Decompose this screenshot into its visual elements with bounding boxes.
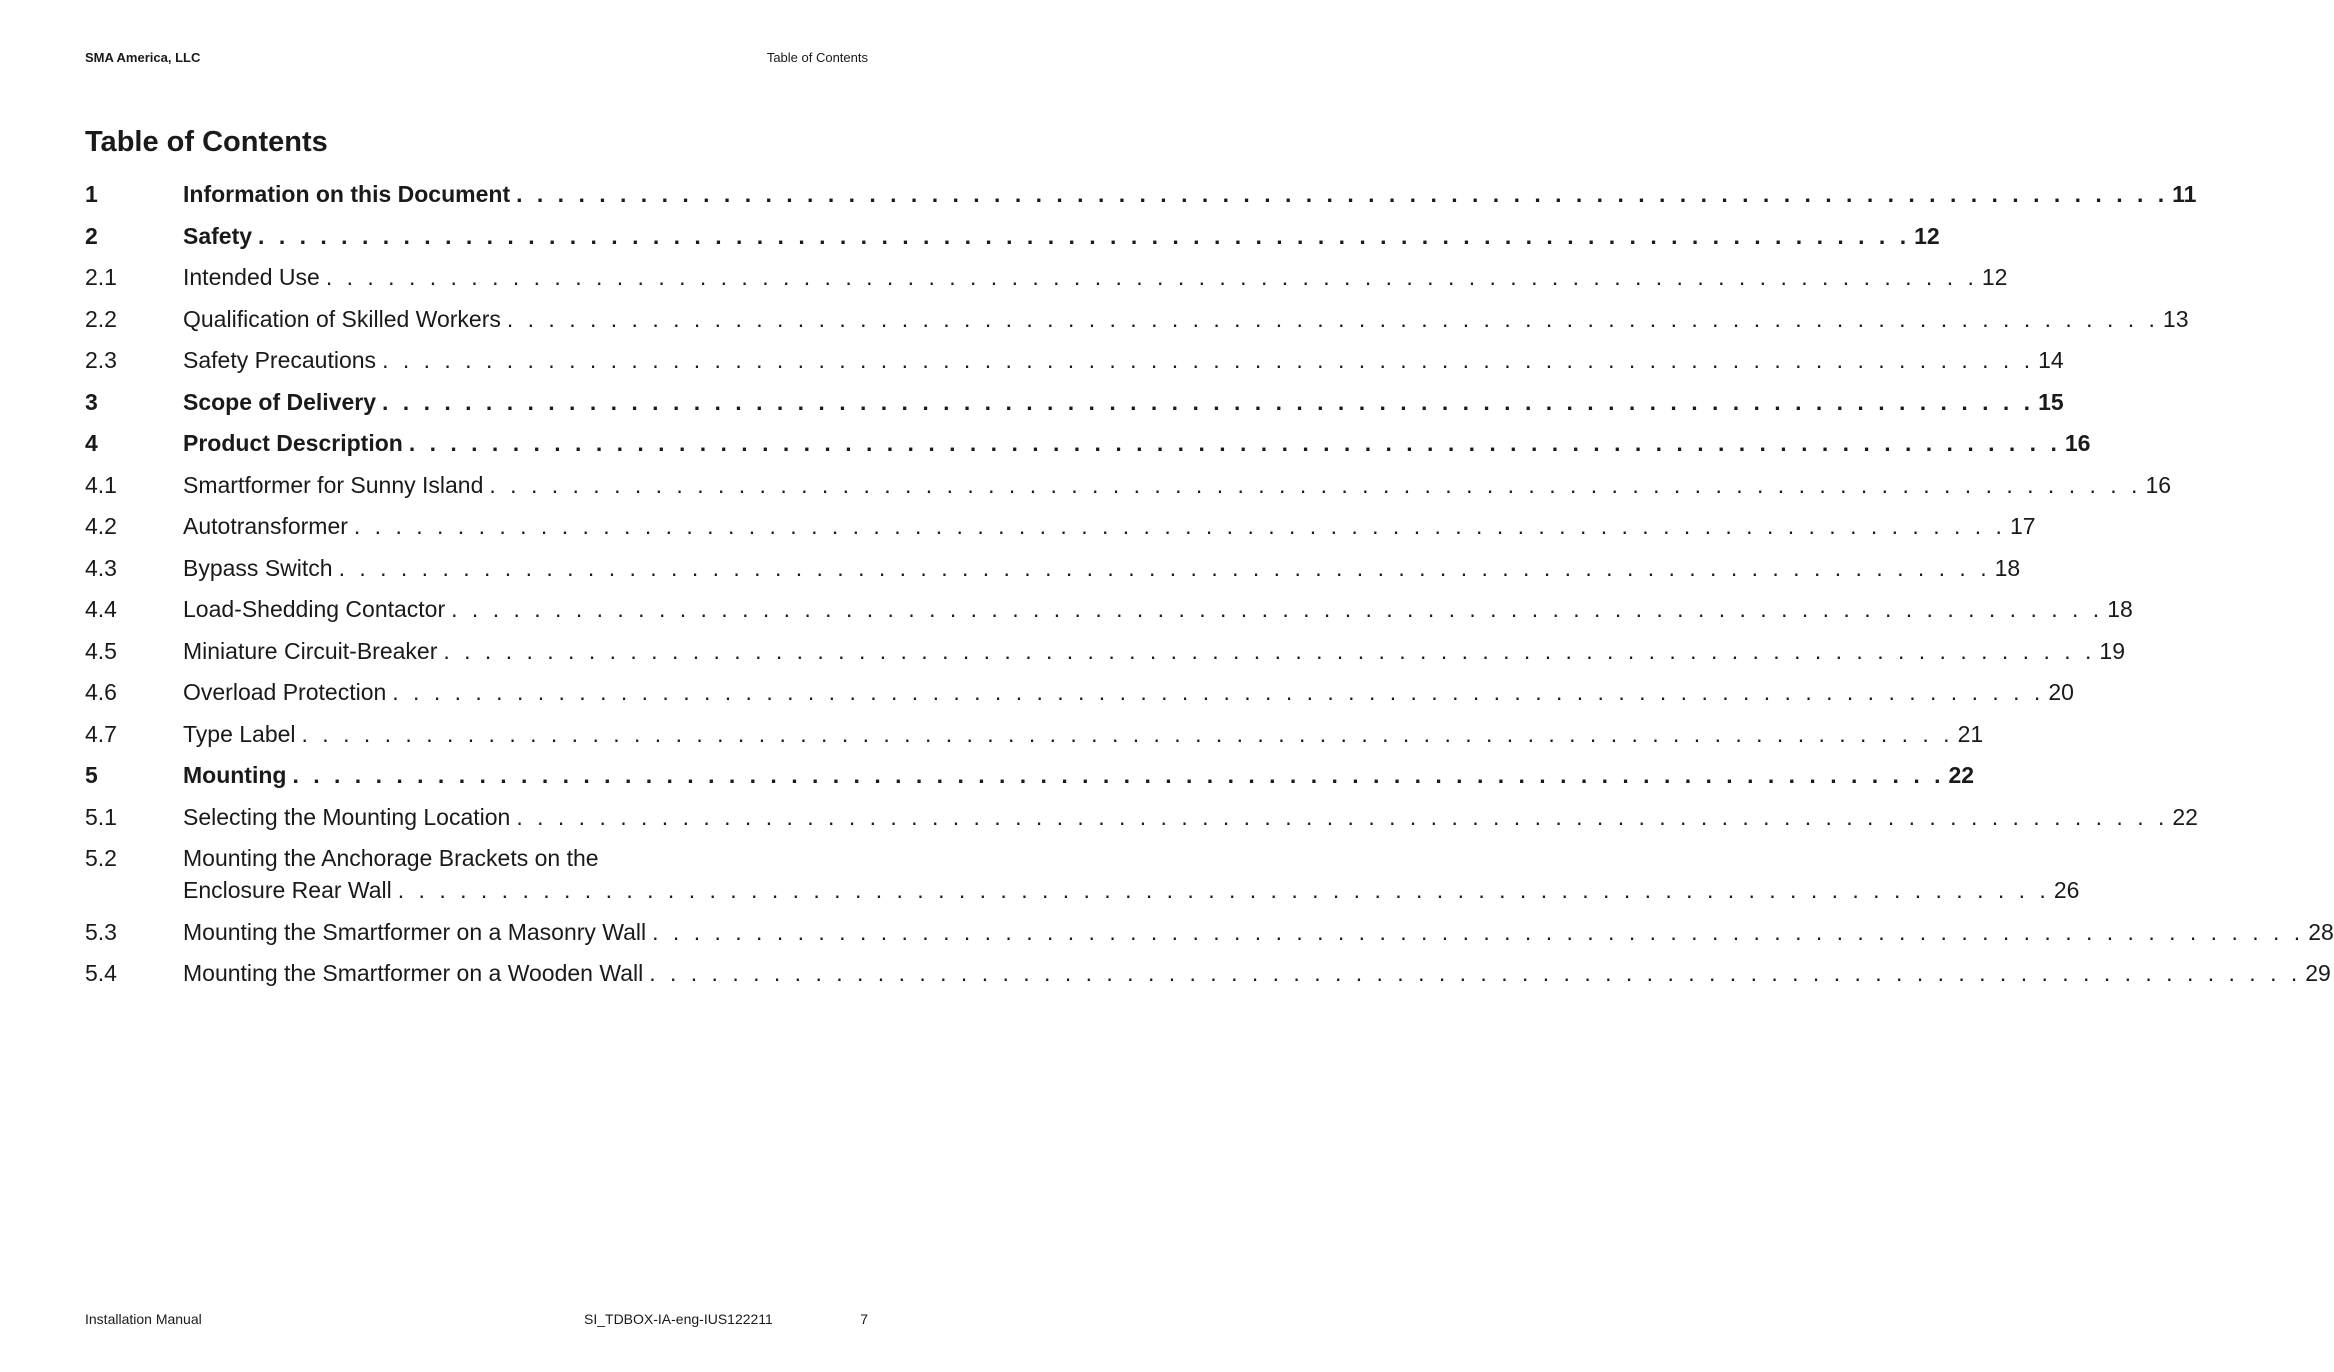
toc-leader-dots: . . . . . . . . . . . . . . . . . . . . . . . . . . . . . . . . . . . . . . . . . . . . . . . . . . . . . . . . . . . . . . . . . . . . . . . . . . . . . . . . bbox=[301, 720, 1954, 747]
toc-entry-page: 14 bbox=[2038, 347, 2064, 373]
toc-entry-title: Bypass Switch bbox=[183, 554, 333, 581]
toc-leader-dots: . . . . . . . . . . . . . . . . . . . . . . . . . . . . . . . . . . . . . . . . . . . . . . . . . . . . . . . . . . . . . . . . . . . . . . . . . . . . . . . . bbox=[292, 762, 1945, 788]
toc-entry-title: Safety Precautions bbox=[183, 347, 377, 373]
toc-section-entry[interactable] bbox=[85, 593, 2133, 625]
toc-entry-title: Type Label bbox=[183, 720, 296, 747]
toc-section-entry[interactable] bbox=[85, 552, 2021, 584]
toc-chapter-entry[interactable] bbox=[85, 220, 1940, 252]
toc-entry-page: 12 bbox=[1981, 264, 2008, 290]
toc-entry-page: 17 bbox=[2009, 513, 2036, 539]
toc-section-entry[interactable] bbox=[85, 842, 2080, 906]
toc-entry-number: 5.2 bbox=[85, 845, 117, 871]
toc-entry-title: Intended Use bbox=[183, 264, 320, 290]
toc-entry-number: 5.1 bbox=[85, 803, 117, 830]
toc-leader-dots: . . . . . . . . . . . . . . . . . . . . . . . . . . . . . . . . . . . . . . . . . . . . . . . . . . . . . . . . . . . . . . . . . . . . . . . . . . . . . . . . bbox=[489, 471, 2142, 498]
toc-entry-page: 15 bbox=[2038, 388, 2064, 415]
toc-entry-page: 22 bbox=[2172, 803, 2198, 830]
toc-entry-number: 4.3 bbox=[85, 554, 117, 581]
page-title: Table of Contents bbox=[85, 126, 328, 158]
toc-entry-title: Mounting the Smartformer on a Wooden Wall bbox=[183, 960, 644, 986]
toc-leader-dots: . . . . . . . . . . . . . . . . . . . . . . . . . . . . . . . . . . . . . . . . . . . . . . . . . . . . . . . . . . . . . . . . . . . . . . . . . . . . . . . . bbox=[506, 305, 2159, 332]
toc-entry-number: 5.3 bbox=[85, 918, 117, 945]
toc-entry-title: Mounting the Anchorage Brackets on the bbox=[183, 845, 599, 871]
toc-entry-number: 5.4 bbox=[85, 960, 117, 986]
toc-section-entry[interactable] bbox=[85, 957, 2331, 989]
toc-entry-page: 19 bbox=[2099, 637, 2125, 664]
toc-entry-page: 29 bbox=[2305, 960, 2331, 986]
toc-section-entry[interactable] bbox=[85, 718, 1984, 750]
toc-leader-dots: . . . . . . . . . . . . . . . . . . . . . . . . . . . . . . . . . . . . . . . . . . . . . . . . . . . . . . . . . . . . . . . . . . . . . . . . . . . . . . . . bbox=[516, 181, 2169, 207]
toc-entry-number: 4.2 bbox=[85, 513, 117, 539]
toc-leader-dots: . . . . . . . . . . . . . . . . . . . . . . . . . . . . . . . . . . . . . . . . . . . . . . . . . . . . . . . . . . . . . . . . . . . . . . . . . . . . . . . . bbox=[353, 513, 2006, 539]
toc-section-entry[interactable] bbox=[85, 303, 2189, 335]
toc-entry-title: Overload Protection bbox=[183, 679, 387, 705]
toc-entry-number: 4 bbox=[85, 430, 98, 456]
toc-entry-page: 16 bbox=[2064, 430, 2091, 456]
toc-section-entry[interactable] bbox=[85, 261, 2008, 293]
toc-leader-dots: . . . . . . . . . . . . . . . . . . . . . . . . . . . . . . . . . . . . . . . . . . . . . . . . . . . . . . . . . . . . . . . . . . . . . . . . . . . . . . . . bbox=[258, 222, 1911, 249]
toc-entry-number: 2.3 bbox=[85, 347, 117, 373]
toc-leader-dots: . . . . . . . . . . . . . . . . . . . . . . . . . . . . . . . . . . . . . . . . . . . . . . . . . . . . . . . . . . . . . . . . . . . . . . . . . . . . . . . . bbox=[443, 637, 2096, 664]
toc-leader-dots: . . . . . . . . . . . . . . . . . . . . . . . . . . . . . . . . . . . . . . . . . . . . . . . . . . . . . . . . . . . . . . . . . . . . . . . . . . . . . . . . bbox=[652, 918, 2305, 945]
footer-page-number: 7 bbox=[860, 1311, 868, 1327]
toc-leader-dots: . . . . . . . . . . . . . . . . . . . . . . . . . . . . . . . . . . . . . . . . . . . . . . . . . . . . . . . . . . . . . . . . . . . . . . . . . . . . . . . . bbox=[382, 347, 2035, 373]
toc-chapter-entry[interactable] bbox=[85, 427, 2091, 459]
toc-leader-dots: . . . . . . . . . . . . . . . . . . . . . . . . . . . . . . . . . . . . . . . . . . . . . . . . . . . . . . . . . . . . . . . . . . . . . . . . . . . . . . . . bbox=[408, 430, 2061, 456]
toc-leader-dots: . . . . . . . . . . . . . . . . . . . . . . . . . . . . . . . . . . . . . . . . . . . . . . . . . . . . . . . . . . . . . . . . . . . . . . . . . . . . . . . . bbox=[451, 596, 2104, 622]
toc-leader-dots: . . . . . . . . . . . . . . . . . . . . . . . . . . . . . . . . . . . . . . . . . . . . . . . . . . . . . . . . . . . . . . . . . . . . . . . . . . . . . . . . bbox=[649, 960, 2302, 986]
toc-entry-page: 16 bbox=[2145, 471, 2172, 498]
toc-entry-title: Qualification of Skilled Workers bbox=[183, 305, 501, 332]
toc-entry-page: 11 bbox=[2172, 181, 2197, 207]
toc-entry-number: 4.5 bbox=[85, 637, 117, 664]
toc-entry-title: Safety bbox=[183, 222, 253, 249]
toc-chapter-entry[interactable] bbox=[85, 759, 1975, 791]
toc-entry-title: Load-Shedding Contactor bbox=[183, 596, 446, 622]
toc-entry-number: 2.1 bbox=[85, 264, 117, 290]
toc-chapter-entry[interactable] bbox=[85, 178, 2197, 210]
toc-entry-number: 4.7 bbox=[85, 720, 117, 747]
toc-section-entry[interactable] bbox=[85, 344, 2064, 376]
toc-leader-dots: . . . . . . . . . . . . . . . . . . . . . . . . . . . . . . . . . . . . . . . . . . . . . . . . . . . . . . . . . . . . . . . . . . . . . . . . . . . . . . . . bbox=[516, 803, 2169, 830]
toc-entry-title: Mounting the Smartformer on a Masonry Wall bbox=[183, 918, 647, 945]
toc-entry-page: 18 bbox=[2107, 596, 2133, 622]
toc-entry-page: 22 bbox=[1948, 762, 1975, 788]
toc-entry-title: Selecting the Mounting Location bbox=[183, 803, 511, 830]
toc-entry-title: Miniature Circuit-Breaker bbox=[183, 637, 438, 664]
toc-entry-page: 12 bbox=[1914, 222, 1940, 249]
toc-entry-page: 21 bbox=[1957, 720, 1984, 747]
toc-leader-dots: . . . . . . . . . . . . . . . . . . . . . . . . . . . . . . . . . . . . . . . . . . . . . . . . . . . . . . . . . . . . . . . . . . . . . . . . . . . . . . . . bbox=[397, 877, 2050, 903]
toc-leader-dots: . . . . . . . . . . . . . . . . . . . . . . . . . . . . . . . . . . . . . . . . . . . . . . . . . . . . . . . . . . . . . . . . . . . . . . . . . . . . . . . . bbox=[325, 264, 1978, 290]
toc-entry-page: 13 bbox=[2162, 305, 2189, 332]
toc-entry-number: 2 bbox=[85, 222, 98, 249]
toc-section-entry[interactable] bbox=[85, 801, 2198, 833]
toc-entry-title: Product Description bbox=[183, 430, 403, 456]
footer-manual-name: Installation Manual bbox=[85, 1311, 202, 1327]
toc-entry-number: 4.6 bbox=[85, 679, 117, 705]
toc-entry-title: Smartformer for Sunny Island bbox=[183, 471, 484, 498]
toc-chapter-entry[interactable] bbox=[85, 386, 2064, 418]
footer-document-id: SI_TDBOX-IA-eng-IUS122211 bbox=[584, 1311, 773, 1327]
toc-section-entry[interactable] bbox=[85, 635, 2125, 667]
toc-entry-number: 4.4 bbox=[85, 596, 117, 622]
toc-leader-dots: . . . . . . . . . . . . . . . . . . . . . . . . . . . . . . . . . . . . . . . . . . . . . . . . . . . . . . . . . . . . . . . . . . . . . . . . . . . . . . . . bbox=[338, 554, 1991, 581]
toc-section-entry[interactable] bbox=[85, 916, 2334, 948]
toc-leader-dots: . . . . . . . . . . . . . . . . . . . . . . . . . . . . . . . . . . . . . . . . . . . . . . . . . . . . . . . . . . . . . . . . . . . . . . . . . . . . . . . . bbox=[392, 679, 2045, 705]
toc-entry-number: 2.2 bbox=[85, 305, 117, 332]
toc-section-entry[interactable] bbox=[85, 676, 2074, 708]
toc-entry-number: 4.1 bbox=[85, 471, 117, 498]
toc-entry-title: Autotransformer bbox=[183, 513, 348, 539]
toc-entry-page: 20 bbox=[2048, 679, 2074, 705]
toc-entry-number: 1 bbox=[85, 181, 98, 207]
toc-section-entry[interactable] bbox=[85, 469, 2172, 501]
toc-entry-page: 18 bbox=[1994, 554, 2021, 581]
toc-entry-title: Scope of Delivery bbox=[183, 388, 377, 415]
toc-entry-title: Mounting bbox=[183, 762, 287, 788]
toc-entry-number: 3 bbox=[85, 388, 98, 415]
toc-entry-title-continued: Enclosure Rear Wall bbox=[183, 877, 392, 903]
toc-entry-number: 5 bbox=[85, 762, 98, 788]
header-company: SMA America, LLC bbox=[85, 50, 201, 65]
toc-entry-page: 28 bbox=[2308, 918, 2334, 945]
toc-entry-title: Information on this Document bbox=[183, 181, 511, 207]
toc-entry-page: 26 bbox=[2053, 877, 2080, 903]
header-section-title: Table of Contents bbox=[766, 50, 868, 65]
table-of-contents bbox=[85, 178, 2334, 999]
toc-section-entry[interactable] bbox=[85, 510, 2036, 542]
toc-leader-dots: . . . . . . . . . . . . . . . . . . . . . . . . . . . . . . . . . . . . . . . . . . . . . . . . . . . . . . . . . . . . . . . . . . . . . . . . . . . . . . . . bbox=[382, 388, 2035, 415]
